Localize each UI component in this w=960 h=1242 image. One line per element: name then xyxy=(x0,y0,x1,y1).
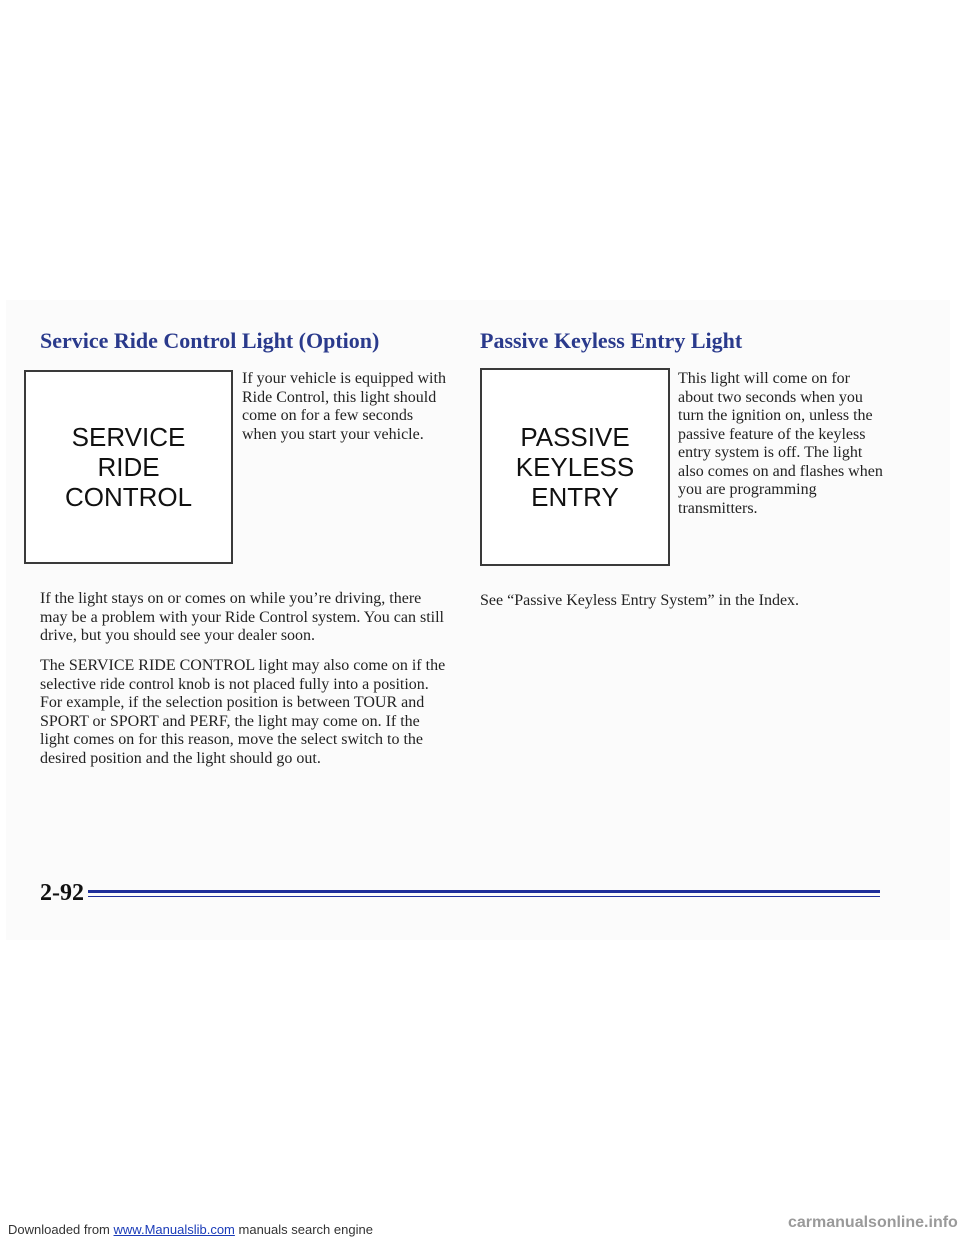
indicator-line: CONTROL xyxy=(64,482,193,512)
footer-suffix: manuals search engine xyxy=(238,1222,373,1237)
passive-keyless-entry-heading: Passive Keyless Entry Light xyxy=(480,328,743,353)
indicator-line: ENTRY xyxy=(531,482,619,512)
page-rule-thick xyxy=(88,890,880,893)
passive-keyless-entry-indicator xyxy=(480,368,670,566)
manualslib-link[interactable]: www.Manualslib.com xyxy=(113,1222,235,1237)
download-footer xyxy=(8,1222,373,1237)
indicator-line: PASSIVE xyxy=(520,422,630,452)
watermark: carmanualsonline.info xyxy=(788,1214,958,1231)
service-ride-control-indicator xyxy=(24,370,233,564)
indicator-line: KEYLESS xyxy=(515,452,635,482)
indicator-line: RIDE xyxy=(97,452,160,482)
indicator-line: SERVICE xyxy=(71,422,186,452)
ride-control-paragraph-2: The SERVICE RIDE CONTROL light may also come on if the selective ride control knob is not placed fully into a position. For example, if the selection position is between TOUR and SPORT or SPORT and PERF, the light may come on. If the light comes on for this reason, move the select switch to the desired position and the light should go out. xyxy=(40,657,446,767)
service-ride-control-heading: Service Ride Control Light (Option) xyxy=(40,328,380,353)
keyless-entry-intro: This light will come on for about two seconds when you turn the ignition on, unless the passive feature of the keyless entry system is off. The light also comes on and flashes when you are programming transmitters. xyxy=(678,370,883,517)
page-rule-thin xyxy=(88,896,880,897)
keyless-entry-see-index: See “Passive Keyless Entry System” in the Index. xyxy=(480,592,800,609)
ride-control-paragraph-1: If the light stays on or comes on while you’re driving, there may be a problem with your Ride Control system. You can still drive, but you should see your dealer soon. xyxy=(40,590,444,644)
ride-control-intro: If your vehicle is equipped with Ride Control, this light should come on for a few seconds when you start your vehicle. xyxy=(242,370,446,443)
footer-prefix: Downloaded from xyxy=(8,1222,110,1237)
page-number: 2-92 xyxy=(40,880,84,906)
